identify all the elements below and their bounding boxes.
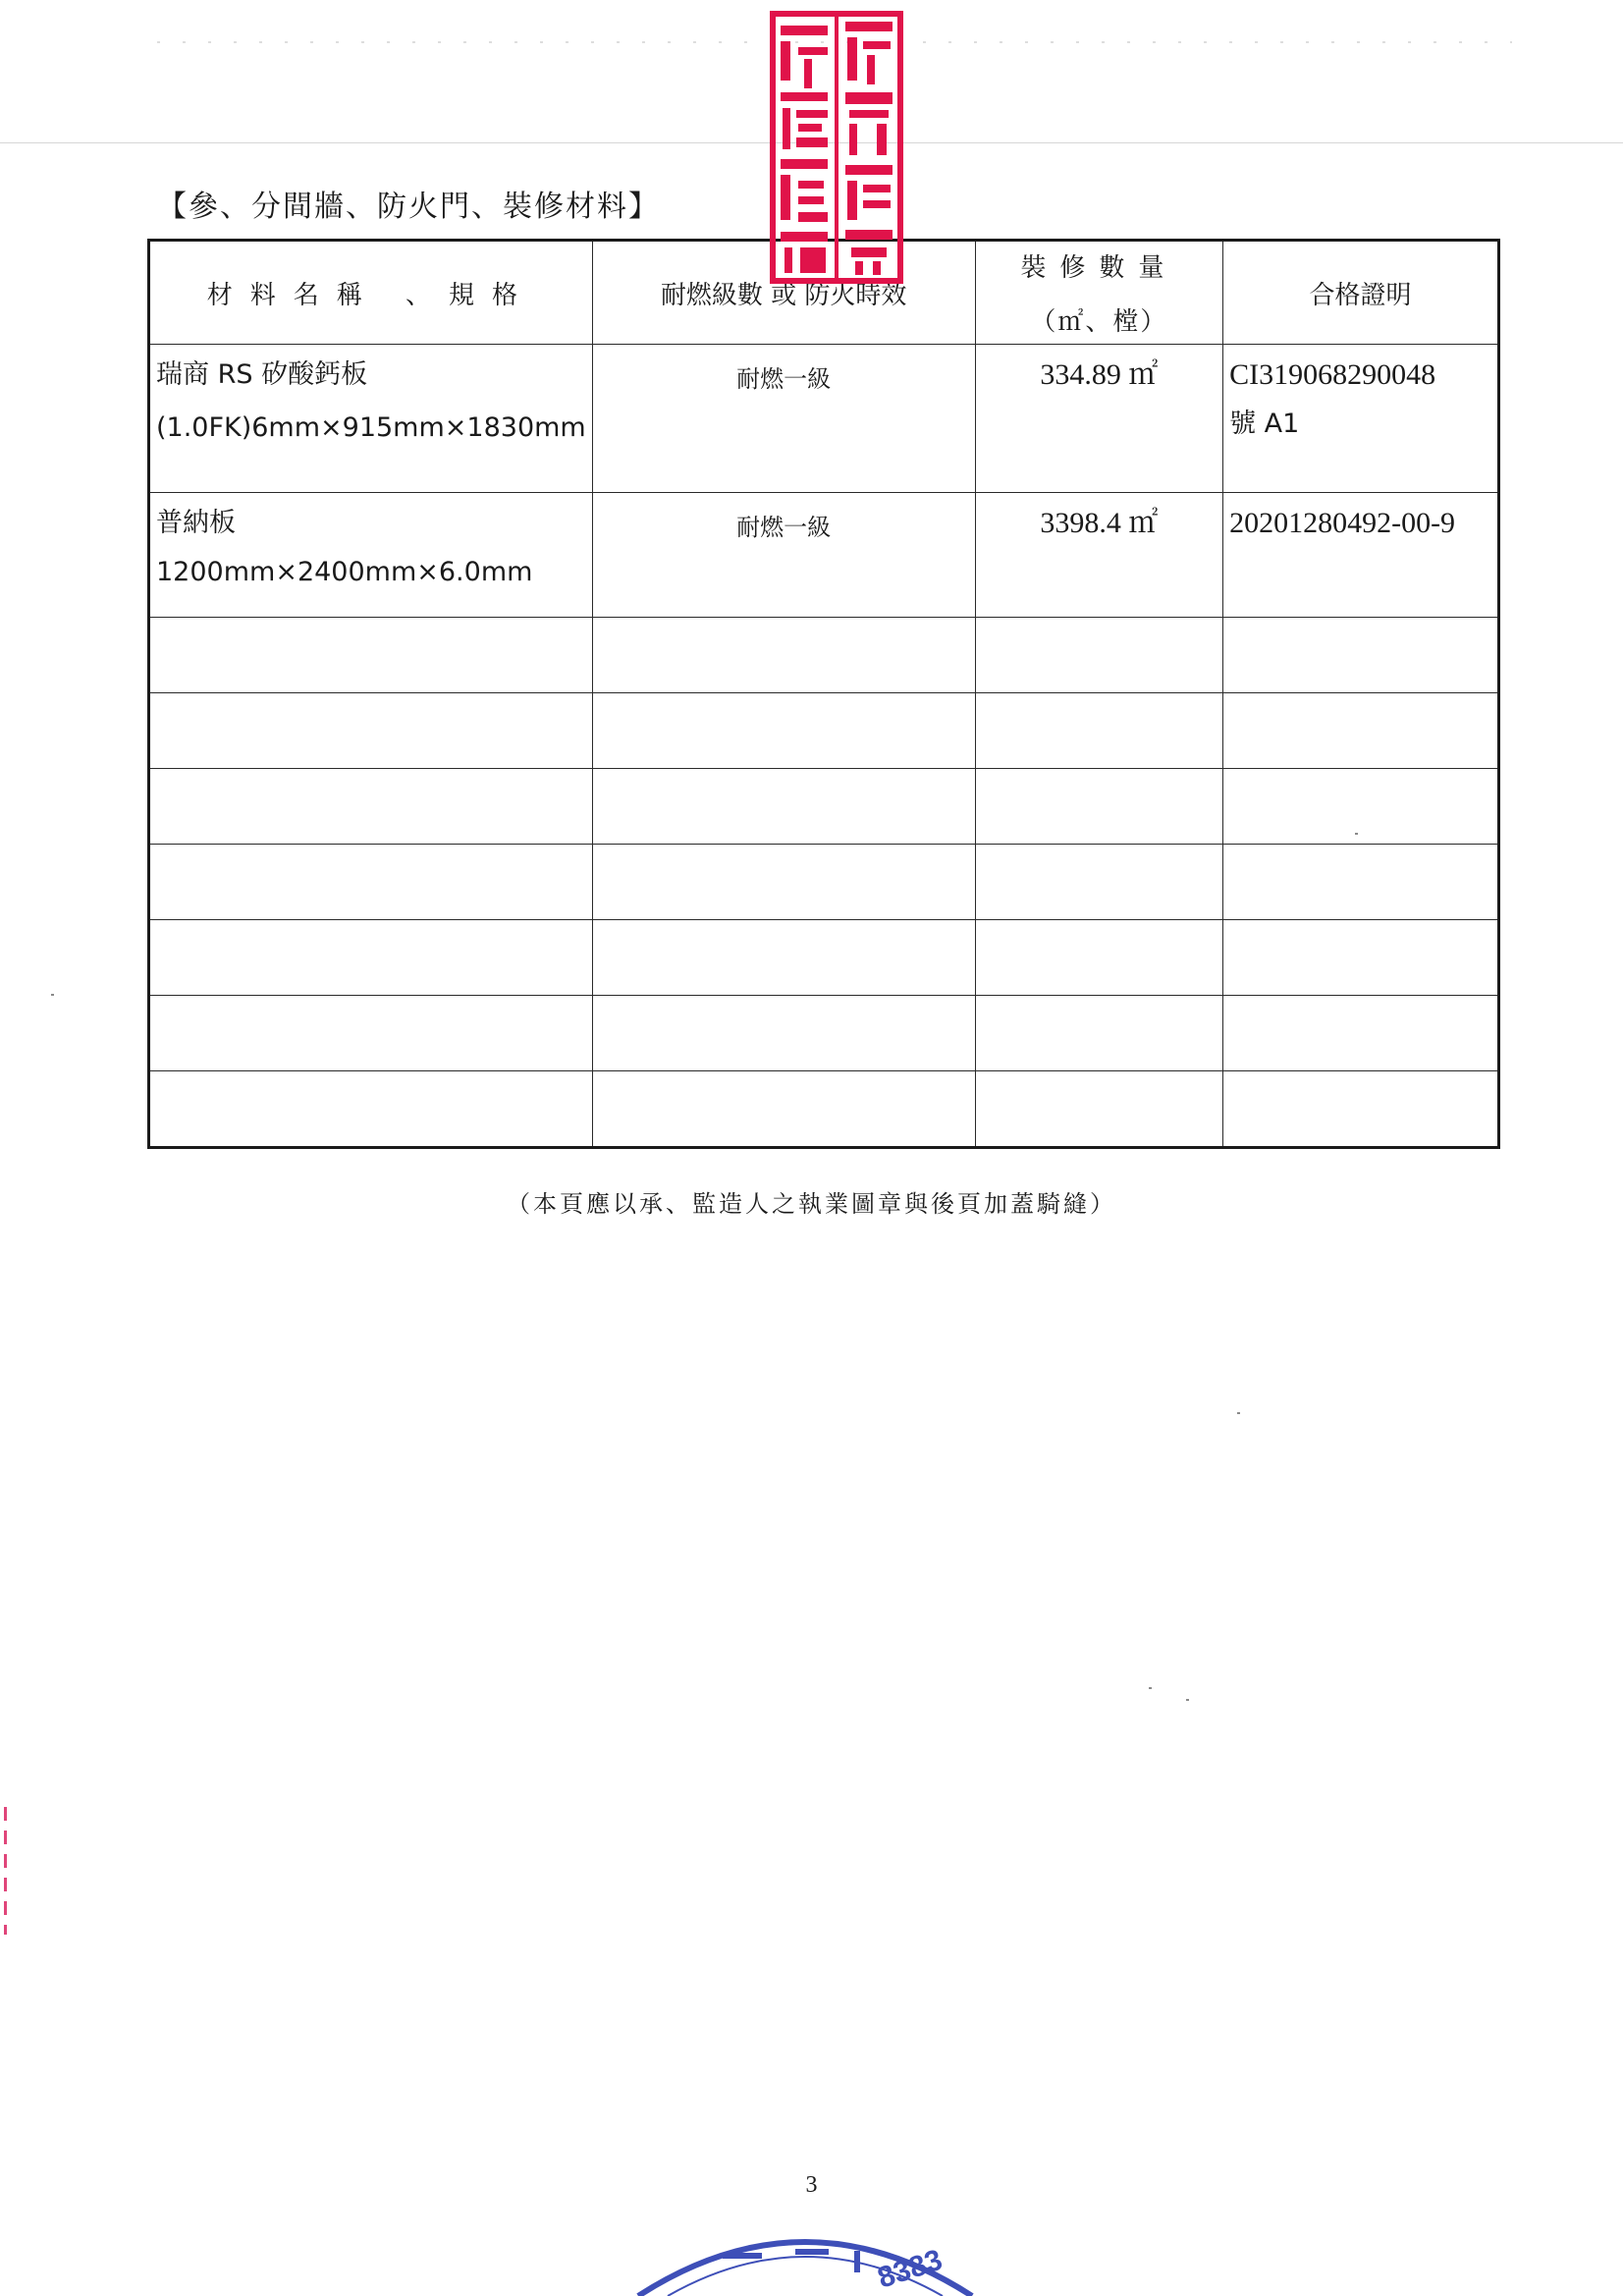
section-title: 【參、分間牆、防火門、裝修材料】: [157, 190, 660, 224]
cell-certificate: [1223, 618, 1499, 693]
material-name-line1: 瑞商 RS 矽酸鈣板: [156, 359, 368, 390]
cell-material-name: [149, 618, 593, 693]
cell-quantity: [975, 493, 1222, 618]
certificate-line1: CI319068290048: [1229, 358, 1436, 391]
scan-speck: [1355, 833, 1358, 835]
scan-speck: [1186, 1699, 1189, 1701]
header-quantity-line2: （㎡、樘）: [1030, 307, 1168, 337]
cell-fire-rating: [592, 693, 975, 769]
cell-fire-rating: [592, 618, 975, 693]
cell-material-name: [149, 693, 593, 769]
certificate-line1: 20201280492-00-9: [1229, 507, 1456, 539]
quantity-value: 334.89 ㎡: [1040, 358, 1159, 391]
cell-quantity: [975, 345, 1222, 493]
cell-fire-rating: [592, 1071, 975, 1148]
cell-certificate: [1223, 769, 1499, 845]
cell-material-name: [149, 345, 593, 493]
table-row-empty: [149, 920, 1499, 996]
cell-certificate: [1223, 1071, 1499, 1148]
cell-material-name: [149, 845, 593, 920]
cell-fire-rating: [592, 845, 975, 920]
cell-certificate: [1223, 920, 1499, 996]
cell-material-name: [149, 769, 593, 845]
scan-speck: [1149, 1687, 1152, 1689]
material-name-line1: 普納板: [156, 508, 236, 538]
cell-fire-rating: [592, 996, 975, 1071]
fire-rating-value: 耐燃一級: [736, 514, 832, 541]
footnote: （本頁應以承、監造人之執業圖章與後頁加蓋騎縫）: [507, 1190, 1116, 1218]
margin-mark: [4, 1807, 7, 1935]
header-material-name: [149, 241, 593, 345]
table-row: [149, 493, 1499, 618]
cell-certificate: [1223, 693, 1499, 769]
cell-quantity: [975, 693, 1222, 769]
materials-table: [147, 239, 1500, 1149]
certificate-line2: 號 A1: [1229, 409, 1300, 439]
cell-certificate: [1223, 493, 1499, 618]
header-quantity: [975, 241, 1222, 345]
cell-material-name: [149, 1071, 593, 1148]
table-row-empty: [149, 693, 1499, 769]
cell-quantity: [975, 996, 1222, 1071]
cell-quantity: [975, 845, 1222, 920]
table-row-empty: [149, 996, 1499, 1071]
scan-speck: [1237, 1412, 1240, 1414]
scan-speck: [51, 994, 54, 996]
red-seal-stamp: [769, 8, 904, 285]
cell-fire-rating: [592, 345, 975, 493]
table-row-empty: [149, 1071, 1499, 1148]
fire-rating-value: 耐燃一級: [736, 365, 832, 393]
header-certificate: [1223, 241, 1499, 345]
page-number: 3: [805, 2172, 818, 2198]
blue-seal-stamp: [628, 2227, 982, 2296]
header-certificate-text: 合格證明: [1309, 280, 1412, 310]
cell-certificate: [1223, 996, 1499, 1071]
cell-material-name: [149, 920, 593, 996]
cell-certificate: [1223, 345, 1499, 493]
cell-fire-rating: [592, 920, 975, 996]
header-material-name-text: 材料名稱 、規格: [206, 280, 535, 310]
cell-quantity: [975, 1071, 1222, 1148]
cell-certificate: [1223, 845, 1499, 920]
material-name-line2: (1.0FK)6mm×915mm×1830mm: [156, 412, 586, 443]
cell-fire-rating: [592, 769, 975, 845]
table-row-empty: [149, 769, 1499, 845]
table-row: [149, 345, 1499, 493]
blue-seal-number: 8383: [873, 2243, 947, 2295]
cell-fire-rating: [592, 493, 975, 618]
cell-quantity: [975, 769, 1222, 845]
cell-material-name: [149, 996, 593, 1071]
header-fire-rating-text: 耐燃級數 或 防火時效: [660, 280, 907, 310]
table-row-empty: [149, 845, 1499, 920]
cell-quantity: [975, 920, 1222, 996]
header-quantity-line1: 裝修數量: [1020, 253, 1178, 283]
material-name-line2: 1200mm×2400mm×6.0mm: [156, 557, 533, 587]
cell-quantity: [975, 618, 1222, 693]
table-row-empty: [149, 618, 1499, 693]
quantity-value: 3398.4 ㎡: [1040, 507, 1159, 539]
cell-material-name: [149, 493, 593, 618]
